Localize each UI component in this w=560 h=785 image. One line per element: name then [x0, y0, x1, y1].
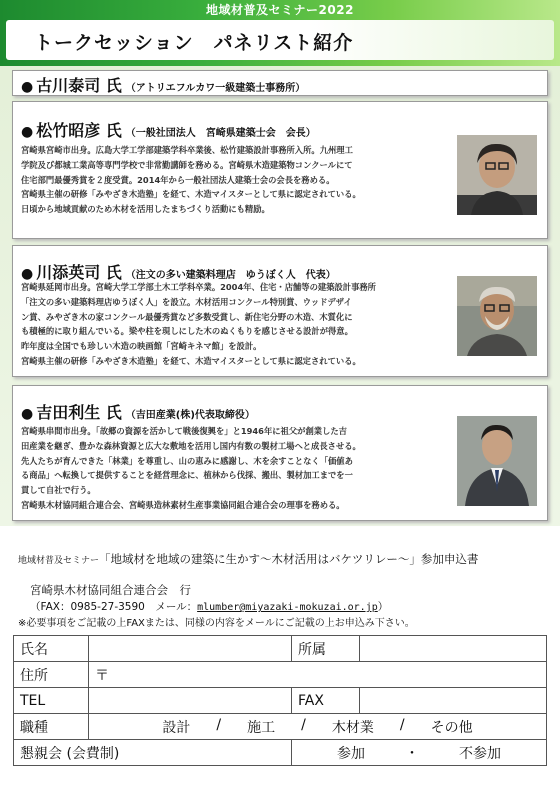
job-option-design[interactable]: 設計 — [162, 719, 191, 736]
form-row-job — [14, 714, 547, 740]
postal-mark: 〒 — [95, 667, 109, 684]
form-row-name — [14, 636, 547, 662]
email-link[interactable]: mlumber@miyazaki-mokuzai.or.jp — [197, 602, 378, 613]
form-recipient: 宮崎県木材協同組合連合会 行 — [30, 583, 191, 597]
header-banner — [0, 0, 560, 66]
panelist-name: 吉田利生 氏 — [36, 403, 122, 422]
bio-line: 宮崎県主催の研修「みやざき木造塾」を経て、木造マイスターとして県に認定されている。 — [21, 355, 361, 366]
application-form-table — [13, 635, 547, 766]
bullet-icon: ● — [21, 266, 34, 282]
panelist-bio — [21, 280, 431, 369]
form-heading-small: 地域材普及セミナー — [18, 556, 100, 566]
label-job: 職種 — [14, 714, 89, 740]
job-option-other[interactable]: その他 — [430, 719, 473, 736]
panelist-photo — [457, 276, 537, 356]
panelist-card-furukawa — [12, 70, 548, 96]
party-options — [292, 740, 547, 766]
panelist-heading — [21, 118, 316, 141]
bio-line: も積極的に取り組んでいる。梁や柱を現しにした木のぬくもりを感じさせる設計が得意。 — [21, 326, 353, 337]
bio-line: 宮崎県木材協同組合連合会、宮崎県造林素材生産事業協同組合連合会の理事を務める。 — [21, 499, 345, 510]
bio-line: る商品」へ転換して提供することを経営理念に、植林から伐採、搬出、製材加工までを一 — [21, 470, 353, 481]
tel-field[interactable] — [89, 688, 292, 714]
party-option-attend[interactable]: 参加 — [337, 745, 365, 762]
bio-line: 日頃から地域貢献のため木材を活用したまちづくり活動にも精励。 — [21, 204, 270, 215]
panelist-heading — [21, 73, 305, 96]
panelist-card-yoshida — [12, 385, 548, 521]
label-org: 所属 — [292, 636, 360, 662]
panelist-affiliation: （アトリエフルカワ一級建築士事務所） — [125, 83, 306, 94]
bio-line: 宮崎県主催の研修「みやざき木造塾」を経て、木造マイスターとして県に認定されている。 — [21, 189, 361, 200]
panelist-name: 古川泰司 氏 — [36, 76, 122, 95]
panelist-bio — [21, 424, 431, 513]
job-option-construction[interactable]: 施工 — [247, 719, 276, 736]
panelist-name: 松竹昭彦 氏 — [36, 121, 122, 140]
panelist-heading — [21, 400, 255, 423]
separator: / — [399, 716, 405, 733]
form-note: ※必要事項をご記載の上FAXまたは、同様の内容をメールにご記載の上お申込み下さい。 — [18, 618, 415, 629]
label-address: 住所 — [14, 662, 89, 688]
form-heading-title: 「地域材を地域の建築に生かす～木材活用はバケツリレー～」参加申込書 — [99, 552, 479, 566]
bio-line: 昨年度は全国でも珍しい木造の映画館「宮崎キネマ館」を設計。 — [21, 341, 262, 352]
bio-line: 学院及び都城工業高等専門学校で非常勤講師を務める。宮崎県木造建築物コンクールにて — [21, 159, 353, 170]
bio-line: 宮崎県串間市出身。「故郷の資源を活かして戦後復興を」と1946年に祖父が創業した吉 — [21, 426, 347, 436]
label-party: 懇親会 (会費制) — [14, 740, 292, 766]
form-heading — [18, 551, 478, 567]
panelist-affiliation: （吉田産業(株)代表取締役） — [125, 410, 255, 421]
label-name: 氏名 — [14, 636, 89, 662]
label-tel: TEL — [14, 688, 89, 714]
seminar-subtitle: 地域材普及セミナー2022 — [206, 3, 354, 17]
form-row-address — [14, 662, 547, 688]
bio-line: 宮崎県宮崎市出身。広島大学工学部建築学科卒業後、松竹建築設計事務所入所。九州理工 — [21, 145, 353, 155]
separator: / — [301, 716, 306, 733]
job-options — [89, 714, 547, 740]
panelist-bio — [21, 143, 431, 217]
bullet-icon: ● — [21, 79, 34, 95]
name-field[interactable] — [89, 636, 292, 662]
bio-line: ン賞、みやざき木の家コンクール最優秀賞など多数受賞し、新住宅分野の木造、木質化に — [21, 311, 353, 322]
bio-line: 「注文の多い建築料理店ゆうぼく人」を設立。木材活用コンクール特別賞、ウッドデザイ — [21, 296, 352, 307]
fax-number: （FAX：0985-27-3590 メール： — [30, 601, 198, 613]
form-contact — [30, 599, 388, 614]
bio-line: 先人たちが育んできた「林業」を尊重し、山の恵みに感謝し、木を余すことなく「価値あ — [21, 455, 353, 466]
separator: ・ — [405, 745, 419, 762]
bio-line: 住宅部門最優秀賞を２度受賞。2014年から一般社団法人建築士会の会長を務める。 — [21, 174, 335, 185]
form-row-tel — [14, 688, 547, 714]
org-field[interactable] — [360, 636, 547, 662]
panelist-card-matsutake — [12, 101, 548, 239]
bio-line: 宮崎県延岡市出身。宮崎大学工学部土木工学科卒業。2004年、住宅・店舗等の建築設計事務所 — [21, 282, 376, 292]
address-field[interactable] — [89, 662, 547, 688]
party-option-decline[interactable]: 不参加 — [459, 745, 501, 762]
panelist-affiliation: （一般社団法人 宮崎県建築士会 会長） — [125, 128, 316, 139]
form-row-party — [14, 740, 547, 766]
page-title: トークセッション パネリスト紹介 — [34, 32, 354, 54]
contact-close: ） — [377, 601, 389, 613]
fax-field[interactable] — [360, 688, 547, 714]
panelist-affiliation: （注文の多い建築料理店 ゆうぼく人 代表） — [125, 270, 336, 281]
job-option-lumber[interactable]: 木材業 — [331, 719, 374, 736]
label-fax: FAX — [292, 688, 360, 714]
bio-line: 田産業を継ぎ、豊かな森林資源と広大な敷地を活用し国内有数の製材工場へと成長させる。 — [21, 440, 361, 451]
bullet-icon: ● — [21, 406, 34, 422]
panelist-photo — [457, 135, 537, 215]
panelist-name: 川添英司 氏 — [36, 263, 122, 282]
separator: / — [216, 716, 222, 733]
panelist-photo — [457, 416, 537, 506]
bullet-icon: ● — [21, 124, 34, 140]
panelist-card-kawazoe — [12, 245, 548, 377]
bio-line: 貫して自社で行う。 — [21, 485, 96, 496]
